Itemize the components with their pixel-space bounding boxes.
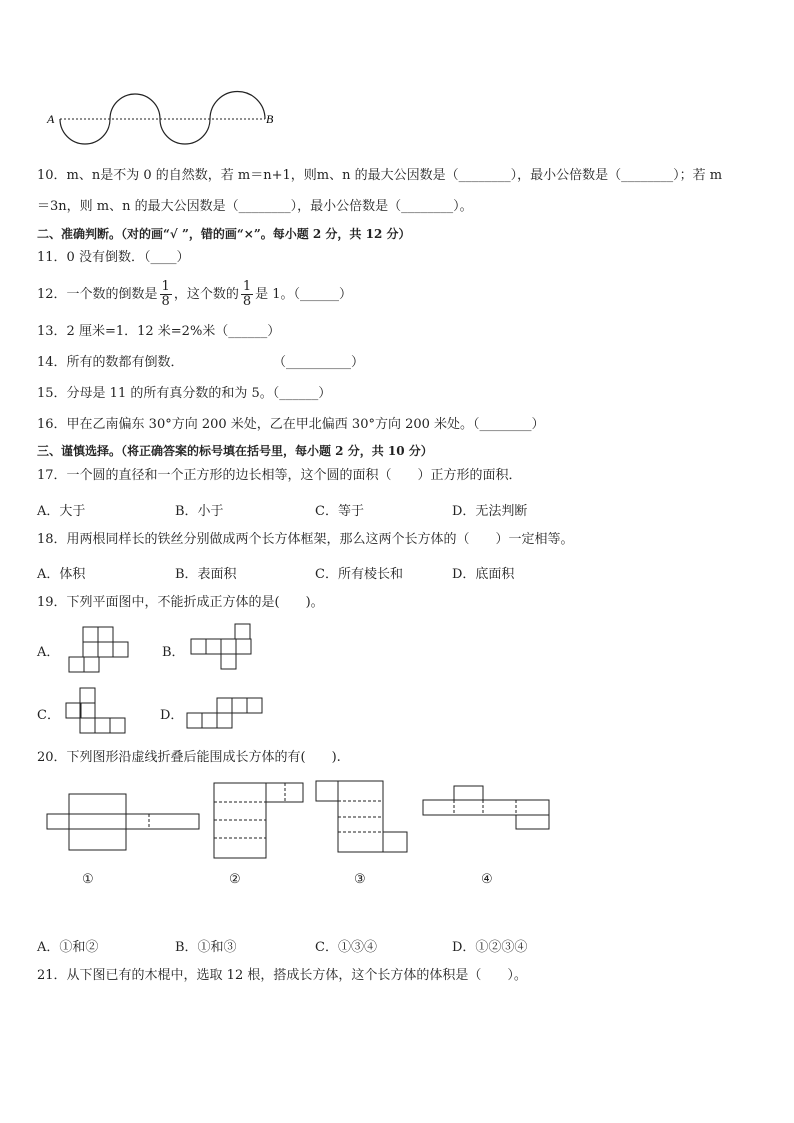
q19-label-a: A． <box>37 645 60 660</box>
q10-line1: 10．m、n是不为 0 的自然数，若 m＝n+1，则m、n 的最大公因数是（________），最小公倍数是（________）；若 m <box>37 168 723 183</box>
q18-option-a: A．体积 <box>37 567 86 582</box>
q19-net-a <box>68 625 130 673</box>
wave-figure <box>40 88 290 148</box>
q14 <box>37 355 365 371</box>
q12-frac1-num: 1 <box>161 279 170 294</box>
q18-stem: 18．用两根同样长的铁丝分别做成两个长方体框架，那么这两个长方体的（ ）一定相等。 <box>37 532 574 547</box>
point-a-label: A <box>47 112 55 126</box>
q12-fraction-2 <box>241 280 253 309</box>
q19-net-b <box>190 622 252 670</box>
q18-option-c: C．所有棱长和 <box>315 567 403 582</box>
q12-mid: ，这个数的 <box>173 287 239 302</box>
q20-net-1 <box>46 793 201 851</box>
q15: 15．分母是 11 的所有真分数的和为 5。（______） <box>37 386 332 401</box>
q18-option-d: D．底面积 <box>452 567 515 582</box>
q20-option-c: C．①③④ <box>315 940 377 955</box>
q19-net-c <box>65 686 127 734</box>
q19-label-b: B． <box>162 645 185 660</box>
q13: 13．2 厘米=1．12 米=2%米（______） <box>37 324 281 339</box>
q19-net-d <box>186 696 264 730</box>
q14-paren: （__________） <box>273 355 365 370</box>
q18-option-b: B．表面积 <box>175 567 237 582</box>
q10-line2: ＝3n，则 m、n 的最大公因数是（________），最小公倍数是（________）。 <box>37 199 473 214</box>
q20-figure-label-3: ③ <box>354 872 366 887</box>
q11: 11．0 没有倒数．（____） <box>37 250 190 265</box>
q12-fraction-1 <box>160 280 172 309</box>
q20-net-4 <box>422 785 552 831</box>
q12-frac1-den: 8 <box>161 294 170 309</box>
q20-figure-label-1: ① <box>82 872 94 887</box>
q17-option-c: C．等于 <box>315 504 364 519</box>
point-b-label: B <box>266 112 274 126</box>
q12-pre: 12．一个数的倒数是 <box>37 287 158 302</box>
q12-post: 是 1。（______） <box>255 287 353 302</box>
q21-stem: 21．从下图已有的木棍中，选取 12 根，搭成长方体，这个长方体的体积是（ ）。 <box>37 968 527 983</box>
section-2-heading: 二、准确判断。（对的画“√ ”，错的画“×”。每小题 2 分，共 12 分） <box>37 227 411 241</box>
q17-stem: 17．一个圆的直径和一个正方形的边长相等，这个圆的面积（ ）正方形的面积． <box>37 468 522 483</box>
section-3-heading: 三、谨慎选择。（将正确答案的标号填在括号里，每小题 2 分，共 10 分） <box>37 444 433 458</box>
q17-option-b: B．小于 <box>175 504 224 519</box>
q20-stem: 20．下列图形沿虚线折叠后能围成长方体的有( ). <box>37 750 341 765</box>
q20-net-3 <box>315 780 410 854</box>
q16: 16．甲在乙南偏东 30°方向 200 米处，乙在甲北偏西 30°方向 200 米处。（________） <box>37 417 545 432</box>
q12-frac2-num: 1 <box>242 279 252 294</box>
q20-option-d: D．①②③④ <box>452 940 528 955</box>
q20-figure-label-4: ④ <box>481 872 493 887</box>
q19-stem: 19．下列平面图中，不能折成正方体的是( )。 <box>37 595 324 610</box>
q19-label-d: D． <box>160 708 184 723</box>
q20-option-a: A．①和② <box>37 940 99 955</box>
q19-label-c: C． <box>37 708 60 723</box>
q14-text: 14．所有的数都有倒数． <box>37 355 184 370</box>
q17-option-d: D．无法判断 <box>452 504 528 519</box>
q20-option-b: B．①和③ <box>175 940 237 955</box>
q12-frac2-den: 8 <box>242 294 252 309</box>
q20-net-2 <box>213 782 305 860</box>
q20-figure-label-2: ② <box>229 872 241 887</box>
q12 <box>37 280 352 310</box>
q17-option-a: A．大于 <box>37 504 86 519</box>
